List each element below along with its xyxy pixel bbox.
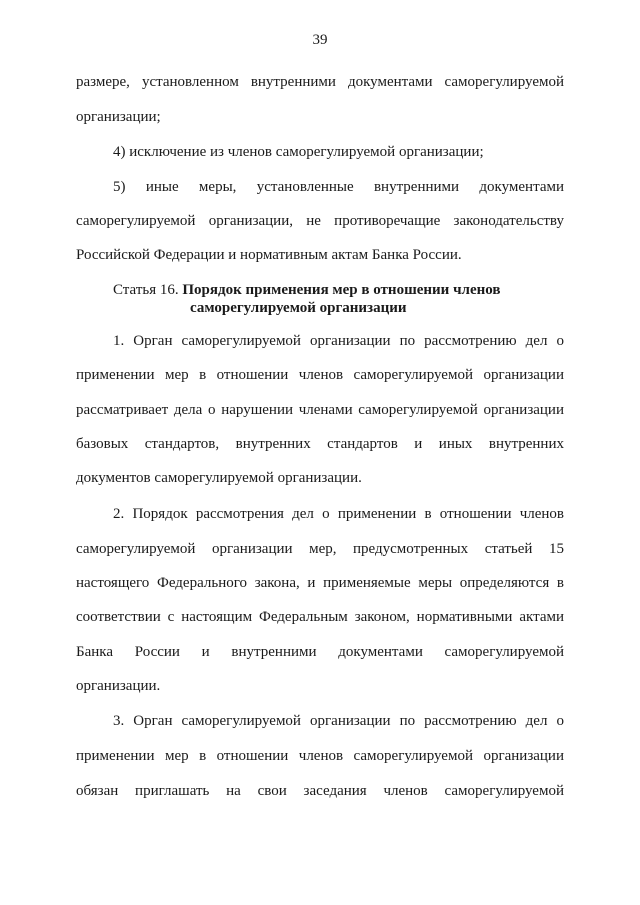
text-line: организации; bbox=[76, 109, 161, 125]
article-label: Статья 16. bbox=[113, 282, 179, 298]
text-line: 2. Порядок рассмотрения дел о применении в отношении членов bbox=[113, 506, 564, 522]
text-line: Банка России и внутренними документами саморегулируемой bbox=[76, 644, 564, 660]
page-number: 39 bbox=[312, 32, 328, 48]
text-line: саморегулируемой организации, не противоречащие законодательству bbox=[76, 213, 564, 229]
text-line: настоящего Федерального закона, и применяемые меры определяются в bbox=[76, 575, 564, 591]
article-heading bbox=[113, 281, 564, 316]
text-line: организации. bbox=[76, 678, 161, 694]
article-title: Порядок применения мер в отношении членов bbox=[182, 282, 501, 298]
text-line: 1. Орган саморегулируемой организации по рассмотрению дел о bbox=[113, 333, 564, 349]
text-line: соответствии с настоящим Федеральным законом, нормативными актами bbox=[76, 609, 564, 625]
text-line: 3. Орган саморегулируемой организации по рассмотрению дел о bbox=[113, 713, 564, 729]
text-line: размере, установленном внутренними документами саморегулируемой bbox=[76, 74, 564, 90]
text-line: применении мер в отношении членов саморегулируемой организации bbox=[76, 367, 564, 383]
article-title-continued: саморегулируемой организации bbox=[190, 300, 407, 316]
text-line: применении мер в отношении членов саморегулируемой организации bbox=[76, 748, 564, 764]
text-line: саморегулируемой организации мер, предусмотренных статьей 15 bbox=[76, 541, 564, 557]
text-line: Российской Федерации и нормативным актам Банка России. bbox=[76, 247, 462, 263]
text-line: рассматривает дела о нарушении членами саморегулируемой организации bbox=[76, 402, 564, 418]
text-line: обязан приглашать на свои заседания членов саморегулируемой bbox=[76, 783, 564, 799]
text-line: базовых стандартов, внутренних стандартов и иных внутренних bbox=[76, 436, 564, 452]
text-line: документов саморегулируемой организации. bbox=[76, 470, 362, 486]
text-line: 4) исключение из членов саморегулируемой организации; bbox=[113, 144, 484, 160]
text-line: 5) иные меры, установленные внутренними документами bbox=[113, 179, 564, 195]
